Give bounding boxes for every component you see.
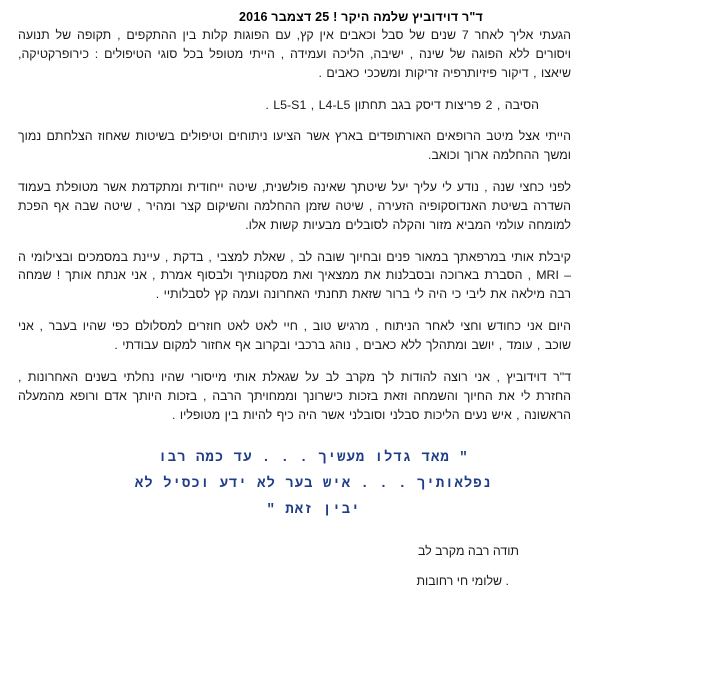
closing-thanks: תודה רבה מקרב לב <box>417 544 519 559</box>
paragraph-gratitude: ד"ר דוידוביץ , אני רוצה להודות לך מקרב לב על שגאלת אותי מייסורי שהיו נחלתי בשנים האחרונות , החזרת לי את החיוך והשמחה וזאת בזכות כישרונך וממחויתך הרבה , בזכות היותך אדם ורופא מהמעלה הראשונה , איש נעים הליכות סבלני וסובלני אשר היה כיף להיות בין מטופליו . <box>18 369 571 422</box>
quote-block <box>8 446 679 524</box>
quote-line-3: יבין זאת " <box>266 502 361 519</box>
closing-block <box>8 542 679 592</box>
paragraph-method: לפני כחצי שנה , נודע לי עליך יעל שיטתך שאינה פולשנית, שיטה ייחודית ומתקדמת אשר מטופלת בעמוד השדרה בשיטת האנדוסקופיה הזעירה , שיטה שזמן ההחלמה והשיקום קצר ומהיר , שיטה שבה אף הפכת למומחה עולמי המביא מזור והקלה לסובלים מבעיות קשות אלו. <box>18 180 571 232</box>
paragraph-intro: הגעתי אליך לאחר 7 שנים של סבל וכאבים אין קץ, עם הפוגות קלות בין ההתקפים , תקופה של תנועה ויסורים ללא הפוגה של שינה , ישיבה, הליכה ועמידה , הייתי מטופל בכל סוגי הטיפולים : כירופרקטיקה, שיאצו , דיקור פיזיותרפיה זריקות ומשככי כאבים . <box>18 28 571 80</box>
paragraph-recovery: היום אני כחודש וחצי לאחר הניתוח , מרגיש טוב , חיי לאט לאט חוזרים למסלולם כפי שהיו בעבר , אני שוכב , עומד , יושב ומתהלך ללא כאבים , נוהג ברכבי ובקרוב אף אחזור למקום עבודתי . <box>18 319 571 352</box>
paragraph-cause: הסיבה , 2 פריצות דיסק בגב תחתון L5-S1 , L4-L5 . <box>265 97 539 112</box>
closing-signature: . שלומי חי רחובות <box>416 573 509 588</box>
paragraph-orthopedists: הייתי אצל מיטב הרופאים האורתופדים בארץ אשר הציעו ניתוחים וטיפולים בשיטות שאחוז הצלחתם נמוך ומשך ההחלמה ארוך וכואב. <box>18 129 571 163</box>
document-date-line: ד"ר דוידוביץ שלמה היקר ! 25 דצמבר 2016 <box>239 10 483 24</box>
quote-line-2: נפלאותיך . . . איש בער לא ידע וכסיל לא <box>134 476 493 493</box>
quote-line-1: " מאד גדלו מעשיך . . . עד כמה רבו <box>158 450 469 467</box>
paragraph-clinic-visit: קיבלת אותי במרפאתך במאור פנים ובחיוך שובה לב , שאלת למצבי , בדקת , עיינת במסמכים ובצילומי ה – MRI , הסברת בארוכה ובסבלנות את ממצאיך ואת מסקנותיך ולבסוף אמרת , אני אנתח אותך ! שמחה רבה מילאה את ליבי כי היה לי ברור שזאת תחנתי האחרונה ועמה קץ לסבלותיי . <box>18 249 571 302</box>
